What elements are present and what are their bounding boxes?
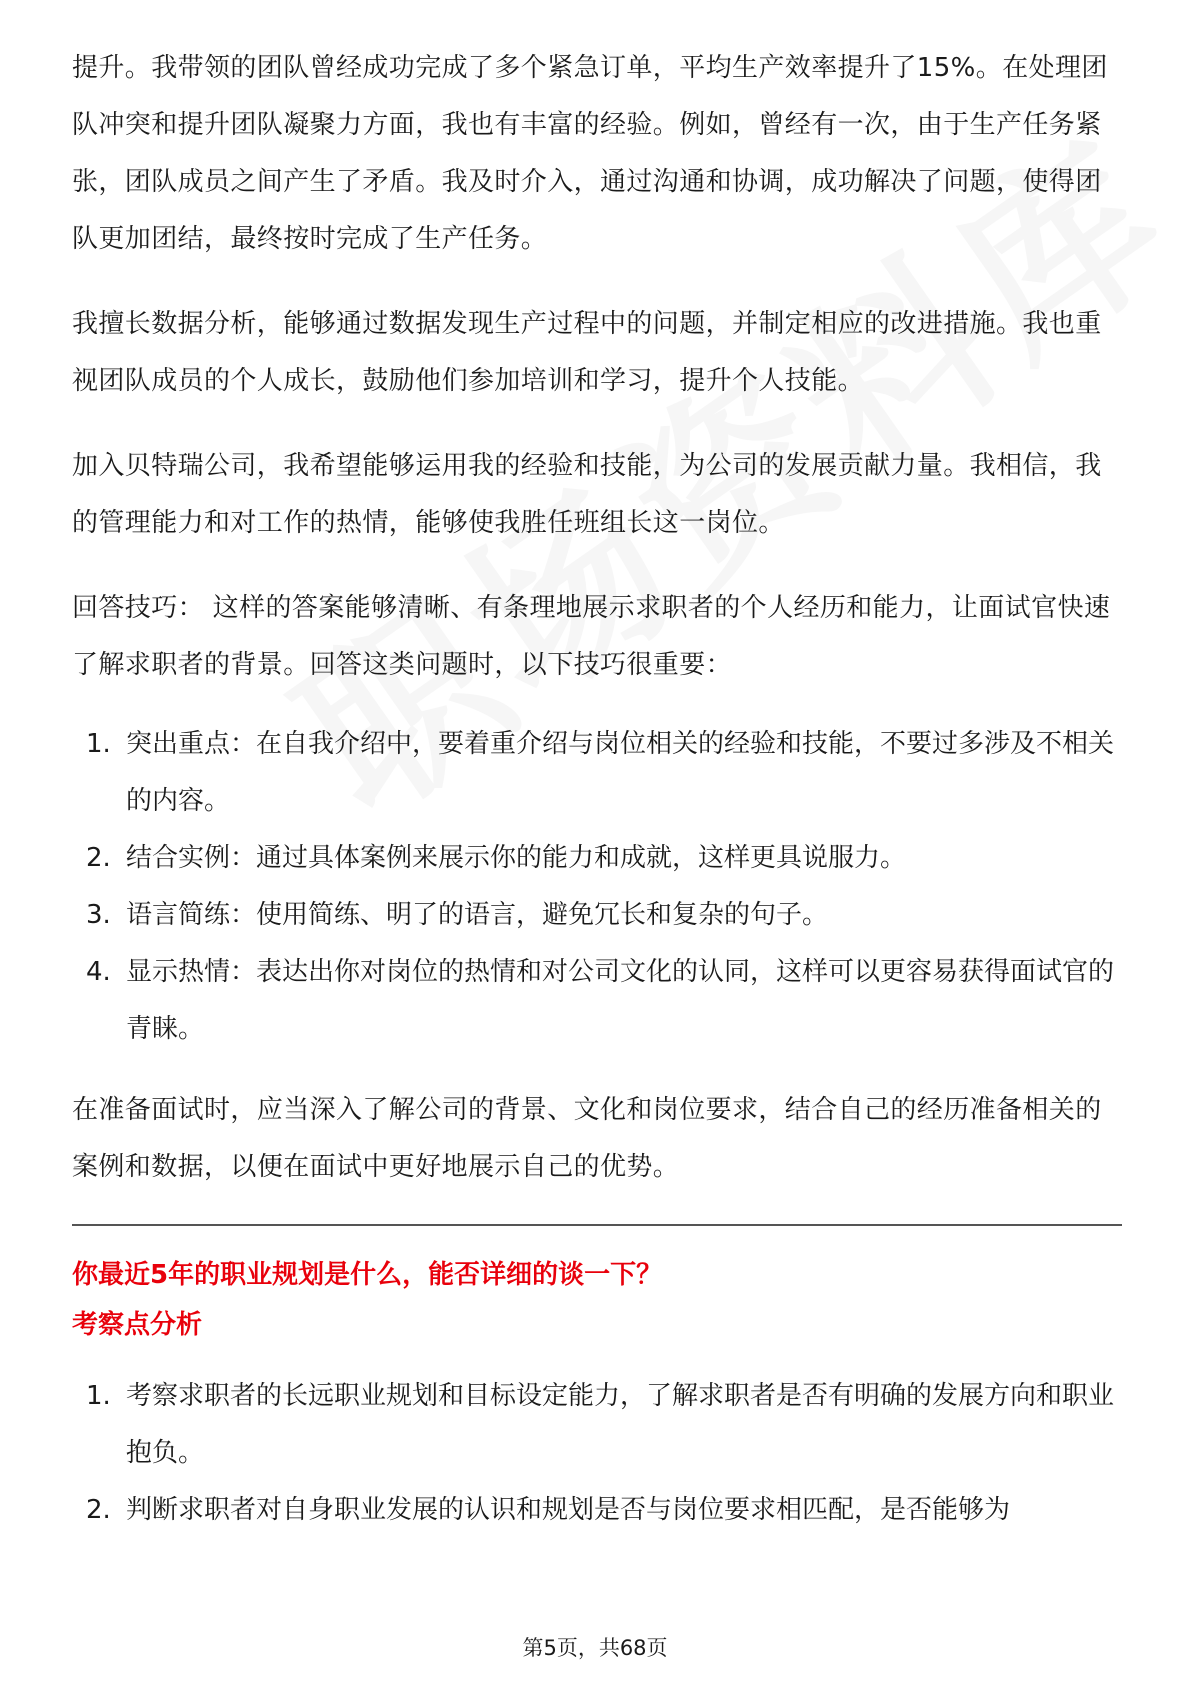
list-item: [72, 1368, 1122, 1482]
list-number: 4.: [86, 957, 111, 987]
document-page: [72, 40, 1122, 1563]
body-paragraph-3: 加入贝特瑞公司，我希望能够运用我的经验和技能，为公司的发展贡献力量。我相信，我的管理能力和对工作的热情，能够使我胜任班组长这一岗位。: [72, 451, 1102, 538]
body-paragraph-2: 我擅长数据分析，能够通过数据发现生产过程中的问题，并制定相应的改进措施。我也重视团队成员的个人成长，鼓励他们参加培训和学习，提升个人技能。: [72, 309, 1102, 396]
closing-paragraph: 在准备面试时，应当深入了解公司的背景、文化和岗位要求，结合自己的经历准备相关的案例和数据，以便在面试中更好地展示自己的优势。: [72, 1095, 1102, 1182]
list-item: [72, 830, 1122, 887]
body-paragraph-1: 提升。我带领的团队曾经成功完成了多个紧急订单，平均生产效率提升了15%。在处理团队冲突和提升团队凝聚力方面，我也有丰富的经验。例如，曾经有一次，由于生产任务紧张，团队成员之间产生了矛盾。我及时介入，通过沟通和协调，成功解决了问题，使得团队更加团结，最终按时完成了生产任务。: [72, 53, 1108, 254]
list-number: 3.: [86, 900, 111, 930]
list-item: [72, 716, 1122, 830]
list-text: 判断求职者对自身职业发展的认识和规划是否与岗位要求相匹配，是否能够为: [126, 1495, 1011, 1525]
list-text: 显示热情：表达出你对岗位的热情和对公司文化的认同，这样可以更容易获得面试官的青睐。: [126, 957, 1115, 1044]
list-text: 语言简练：使用简练、明了的语言，避免冗长和复杂的句子。: [126, 900, 829, 930]
section-divider: [72, 1224, 1122, 1226]
list-number: 2.: [86, 843, 111, 873]
list-number: 1.: [86, 729, 111, 759]
list-number: 1.: [86, 1381, 111, 1411]
analysis-list: [72, 1368, 1122, 1539]
analysis-heading: 考察点分析: [72, 1310, 203, 1340]
tips-intro: 回答技巧： 这样的答案能够清晰、有条理地展示求职者的个人经历和能力，让面试官快速了解求职者的背景。回答这类问题时，以下技巧很重要：: [72, 593, 1111, 680]
question-title: 你最近5年的职业规划是什么，能否详细的谈一下？: [72, 1260, 663, 1290]
list-text: 结合实例：通过具体案例来展示你的能力和成就，这样更具说服力。: [126, 843, 907, 873]
list-number: 2.: [86, 1495, 111, 1525]
list-text: 考察求职者的长远职业规划和目标设定能力，了解求职者是否有明确的发展方向和职业抱负。: [126, 1381, 1115, 1468]
tips-list: [72, 716, 1122, 1058]
page-footer: 第5页，共68页: [522, 1636, 668, 1660]
list-item: [72, 944, 1122, 1058]
list-item: [72, 887, 1122, 944]
list-item: [72, 1482, 1122, 1539]
list-text: 突出重点：在自我介绍中，要着重介绍与岗位相关的经验和技能，不要过多涉及不相关的内容。: [126, 729, 1115, 816]
